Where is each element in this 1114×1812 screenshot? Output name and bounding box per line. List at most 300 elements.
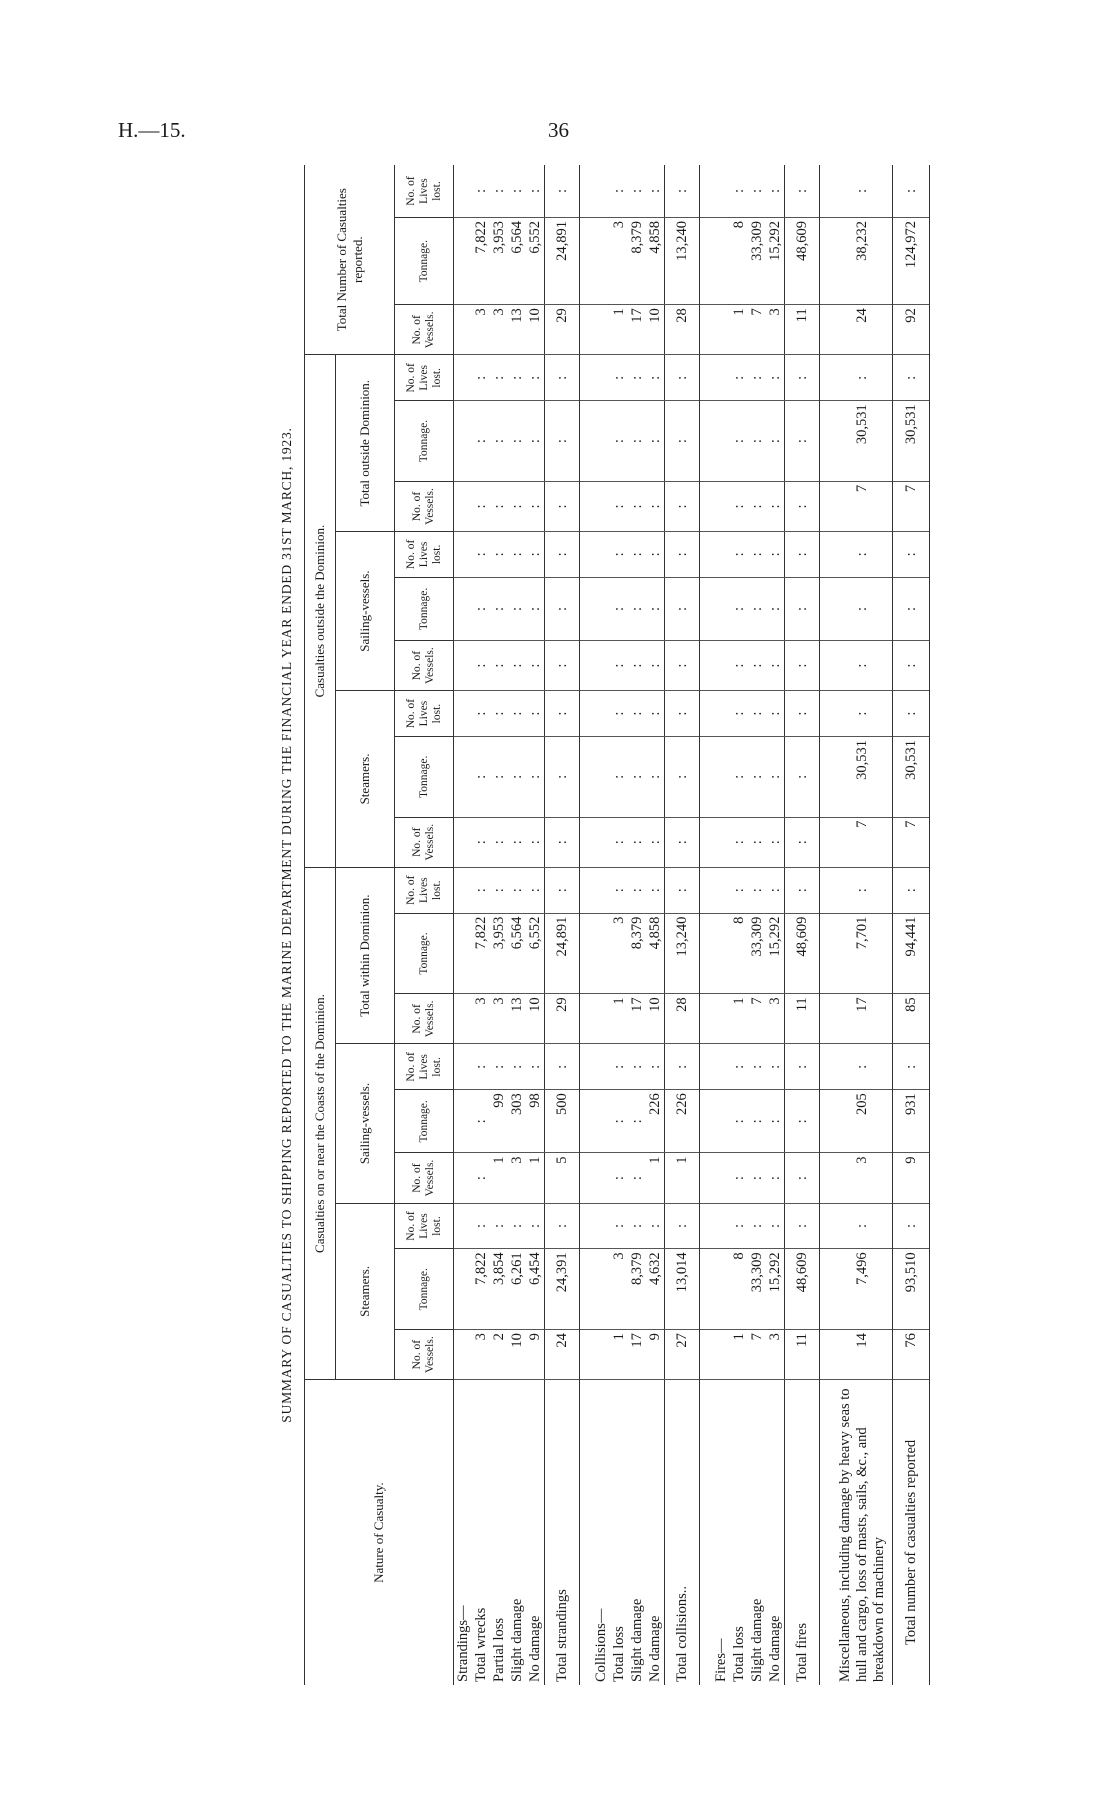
table-cell: : [610, 817, 628, 867]
table-cell: : [748, 736, 766, 817]
table-cell: : [610, 1153, 628, 1203]
table-cell: : [766, 401, 785, 482]
table-cell: : [646, 401, 665, 482]
table-cell: : [490, 532, 508, 578]
outside-sailing-header: Sailing-vessels. [336, 532, 395, 691]
subheader-lives: No. of Lives lost. [395, 165, 454, 218]
table-cell: 3 [472, 1330, 490, 1380]
table-cell: 1 [610, 1330, 628, 1380]
table-cell: : [832, 641, 893, 691]
table-row [526, 165, 545, 1685]
table-cell: 92 [893, 305, 930, 355]
table-cell: 15,292 [766, 913, 785, 994]
table-cell: : [628, 1153, 646, 1203]
table-cell: 6,552 [526, 913, 545, 994]
table-cell: : [526, 577, 545, 640]
table-cell: : [472, 355, 490, 401]
table-cell: 3 [766, 994, 785, 1044]
table-cell: 13 [508, 994, 526, 1044]
table-cell: 500 [545, 1090, 580, 1153]
table-cell: 14 [832, 1330, 893, 1380]
table-cell: 8,379 [628, 913, 646, 994]
table-cell: 226 [665, 1090, 700, 1153]
table-cell: : [628, 817, 646, 867]
table-cell: : [785, 1044, 820, 1090]
grand-total-label: Total number of casualties reported [893, 1380, 930, 1685]
table-cell: : [628, 1090, 646, 1153]
page-reference: H.—15. [118, 118, 186, 142]
table-cell: 1 [490, 1153, 508, 1203]
row-label: No damage [767, 1615, 783, 1682]
table-cell: : [610, 401, 628, 482]
table-cell: : [490, 401, 508, 482]
section-heading-row [592, 165, 610, 1685]
table-cell: 4,858 [646, 913, 665, 994]
table-cell: : [893, 691, 930, 737]
table-cell: : [665, 736, 700, 817]
table-cell: : [646, 736, 665, 817]
table-cell: 98 [526, 1090, 545, 1153]
table-cell: : [526, 532, 545, 578]
table-cell: : [628, 481, 646, 531]
table-cell: : [665, 691, 700, 737]
subheader-tonnage: Tonnage. [395, 401, 454, 482]
table-cell: 10 [526, 994, 545, 1044]
table-cell: 17 [832, 994, 893, 1044]
table-cell: : [730, 481, 748, 531]
table-cell: : [628, 736, 646, 817]
table-cell: : [785, 577, 820, 640]
table-cell: : [526, 355, 545, 401]
table-cell: : [766, 577, 785, 640]
outside-header: Casualties outside the Dominion. [305, 355, 336, 867]
section-total-row [785, 165, 820, 1685]
table-cell: : [508, 867, 526, 913]
row-label: Total wrecks [473, 1607, 489, 1682]
table-cell: : [490, 1044, 508, 1090]
table-cell: : [785, 355, 820, 401]
table-cell: : [490, 577, 508, 640]
table-cell: : [665, 1203, 700, 1249]
table-cell: 28 [665, 305, 700, 355]
subheader-tonnage: Tonnage. [395, 1249, 454, 1330]
table-cell: 3 [766, 1330, 785, 1380]
table-cell: : [748, 481, 766, 531]
table-cell: 30,531 [893, 736, 930, 817]
table-cell: : [730, 691, 748, 737]
table-cell: : [748, 401, 766, 482]
table-cell: 3 [490, 994, 508, 1044]
table-cell: 7,822 [472, 218, 490, 305]
table-cell: : [646, 577, 665, 640]
table-cell: : [508, 165, 526, 218]
table-cell: 93,510 [893, 1249, 930, 1330]
table-cell: : [893, 1203, 930, 1249]
table-cell: : [646, 691, 665, 737]
table-cell: 7,701 [832, 913, 893, 994]
table-cell: 94,441 [893, 913, 930, 994]
rotated-table-block [270, 165, 1012, 1685]
table-cell: : [785, 481, 820, 531]
table-cell: 1 [730, 994, 748, 1044]
table-cell: : [665, 577, 700, 640]
table-cell: : [490, 1203, 508, 1249]
table-cell: 1 [646, 1153, 665, 1203]
row-label: Total loss [611, 1626, 627, 1682]
table-cell: : [785, 401, 820, 482]
subheader-lives: No. of Lives lost. [395, 1044, 454, 1090]
table-cell: : [893, 577, 930, 640]
table-cell: : [628, 165, 646, 218]
table-cell: : [508, 641, 526, 691]
table-cell: : [508, 577, 526, 640]
section-total-label: Total collisions.. [665, 1380, 700, 1685]
table-cell: 6,261 [508, 1249, 526, 1330]
table-cell: : [646, 1044, 665, 1090]
section-heading: Collisions— [593, 1608, 609, 1682]
row-label: Slight damage [509, 1598, 525, 1682]
table-cell: : [766, 817, 785, 867]
table-cell: 3,854 [490, 1249, 508, 1330]
table-cell: : [893, 532, 930, 578]
table-cell: : [646, 867, 665, 913]
table-cell: 33,309 [748, 218, 766, 305]
table-cell: : [766, 165, 785, 218]
row-label: Slight damage [629, 1598, 645, 1682]
table-row [472, 165, 490, 1685]
table-cell: : [490, 165, 508, 218]
table-cell: : [665, 165, 700, 218]
table-cell: 10 [526, 305, 545, 355]
table-cell: : [665, 355, 700, 401]
table-cell: : [832, 691, 893, 737]
table-cell: 24,391 [545, 1249, 580, 1330]
subheader-lives: No. of Lives lost. [395, 1203, 454, 1249]
subheader-vessels: No. of Vessels. [395, 817, 454, 867]
table-cell: : [526, 817, 545, 867]
table-cell: : [472, 817, 490, 867]
table-cell: : [785, 1153, 820, 1203]
table-cell: : [628, 401, 646, 482]
table-cell: : [832, 577, 893, 640]
subheader-lives: No. of Lives lost. [395, 532, 454, 578]
table-cell: 30,531 [832, 401, 893, 482]
table-cell: : [766, 736, 785, 817]
table-cell: : [508, 1203, 526, 1249]
misc-label: Miscellaneous, including damage by heavy seas to hull and cargo, loss of masts, sails, &c., and breakdown of machinery [832, 1380, 893, 1685]
table-cell: : [508, 1044, 526, 1090]
section-total-row [665, 165, 700, 1685]
table-cell: : [785, 1090, 820, 1153]
table-cell: 7 [832, 817, 893, 867]
table-cell: 9 [646, 1330, 665, 1380]
table-cell: : [832, 532, 893, 578]
table-cell: : [748, 577, 766, 640]
table-cell: 8 [730, 913, 748, 994]
table-title: SUMMARY OF CASUALTIES TO SHIPPING REPORTED TO THE MARINE DEPARTMENT DURING THE FINANCIAL YEAR ENDED 31ST MARCH, 1923. [279, 427, 294, 1423]
table-cell: 48,609 [785, 913, 820, 994]
table-cell: : [748, 691, 766, 737]
table-cell: 30,531 [832, 736, 893, 817]
table-row [748, 165, 766, 1685]
table-cell: : [665, 401, 700, 482]
table-cell: : [610, 1203, 628, 1249]
table-cell: 8 [730, 218, 748, 305]
table-cell: 24 [545, 1330, 580, 1380]
table-cell: : [545, 1044, 580, 1090]
table-cell: : [490, 867, 508, 913]
table-cell: : [748, 1153, 766, 1203]
table-cell: : [646, 1203, 665, 1249]
total-within-header: Total within Dominion. [336, 867, 395, 1044]
table-cell: 3 [610, 218, 628, 305]
section-heading: Strandings— [455, 1605, 471, 1682]
table-cell: : [665, 532, 700, 578]
section-heading: Fires— [713, 1638, 729, 1682]
table-cell: : [610, 1044, 628, 1090]
table-cell: 17 [628, 305, 646, 355]
coasts-header: Casualties on or near the Coasts of the Dominion. [305, 867, 336, 1379]
table-cell: : [785, 817, 820, 867]
table-cell: 13,240 [665, 913, 700, 994]
table-cell: 13 [508, 305, 526, 355]
table-cell: : [610, 355, 628, 401]
table-cell: 4,858 [646, 218, 665, 305]
table-cell: : [665, 1044, 700, 1090]
subheader-vessels: No. of Vessels. [395, 994, 454, 1044]
table-cell: : [748, 641, 766, 691]
outside-steamers-header: Steamers. [336, 691, 395, 868]
table-cell: : [832, 1044, 893, 1090]
row-label: No damage [647, 1615, 663, 1682]
section-total-label: Total strandings [545, 1380, 580, 1685]
table-cell: : [730, 1153, 748, 1203]
table-cell: : [628, 641, 646, 691]
table-cell: : [646, 532, 665, 578]
table-cell: 24,891 [545, 218, 580, 305]
table-cell: 1 [730, 305, 748, 355]
table-cell: 1 [526, 1153, 545, 1203]
table-cell: : [490, 817, 508, 867]
table-cell: : [610, 641, 628, 691]
table-cell: : [730, 401, 748, 482]
table-cell: 8 [730, 1249, 748, 1330]
table-cell: : [785, 1203, 820, 1249]
table-cell: 10 [646, 994, 665, 1044]
table-cell: 7,822 [472, 913, 490, 994]
table-cell: : [766, 867, 785, 913]
table-cell: : [785, 165, 820, 218]
table-cell: : [610, 165, 628, 218]
table-cell: : [646, 355, 665, 401]
table-cell: : [766, 691, 785, 737]
table-cell: 1 [730, 1330, 748, 1380]
table-cell: : [610, 577, 628, 640]
table-cell: : [628, 1203, 646, 1249]
table-cell: 29 [545, 994, 580, 1044]
table-cell: 29 [545, 305, 580, 355]
table-cell: 15,292 [766, 218, 785, 305]
table-cell: : [766, 1153, 785, 1203]
table-cell: 99 [490, 1090, 508, 1153]
table-cell: 6,564 [508, 218, 526, 305]
table-cell: : [628, 355, 646, 401]
miscellaneous-row [832, 165, 893, 1685]
subheader-tonnage: Tonnage. [395, 736, 454, 817]
subheader-tonnage: Tonnage. [395, 1090, 454, 1153]
table-cell: 3 [832, 1153, 893, 1203]
table-cell: : [748, 817, 766, 867]
table-cell: 124,972 [893, 218, 930, 305]
subheader-lives: No. of Lives lost. [395, 691, 454, 737]
table-cell: 7,822 [472, 1249, 490, 1330]
table-cell: : [646, 641, 665, 691]
table-cell: 17 [628, 1330, 646, 1380]
table-row [508, 165, 526, 1685]
table-cell: : [646, 481, 665, 531]
total-reported-header: Total Number of Casualties reported. [305, 165, 395, 355]
table-cell: : [545, 817, 580, 867]
table-cell: : [545, 867, 580, 913]
table-cell: : [893, 355, 930, 401]
table-cell: : [545, 401, 580, 482]
table-row [766, 165, 785, 1685]
table-cell: : [730, 165, 748, 218]
table-cell: : [610, 867, 628, 913]
table-cell: 3 [472, 994, 490, 1044]
section-total-row [545, 165, 580, 1685]
table-cell: 2 [490, 1330, 508, 1380]
table-cell: : [832, 165, 893, 218]
table-cell: 11 [785, 1330, 820, 1380]
table-cell: 27 [665, 1330, 700, 1380]
table-cell: : [472, 1044, 490, 1090]
table-cell: 8,379 [628, 1249, 646, 1330]
table-cell: : [508, 691, 526, 737]
table-cell: : [730, 867, 748, 913]
table-cell: : [490, 641, 508, 691]
table-cell: 48,609 [785, 1249, 820, 1330]
table-row [490, 165, 508, 1685]
table-cell: 7,496 [832, 1249, 893, 1330]
table-cell: : [472, 1090, 490, 1153]
row-label: Slight damage [749, 1598, 765, 1682]
table-cell: : [472, 532, 490, 578]
table-cell: : [508, 355, 526, 401]
table-cell: : [665, 481, 700, 531]
table-cell: : [730, 355, 748, 401]
table-cell: 9 [526, 1330, 545, 1380]
table-cell: : [785, 691, 820, 737]
table-cell: 3 [610, 913, 628, 994]
table-cell: 85 [893, 994, 930, 1044]
table-cell: 4,632 [646, 1249, 665, 1330]
table-cell: 7 [832, 481, 893, 531]
table-cell: : [665, 867, 700, 913]
subheader-vessels: No. of Vessels. [395, 1330, 454, 1380]
table-cell: : [748, 1203, 766, 1249]
table-cell: : [610, 736, 628, 817]
subheader-tonnage: Tonnage. [395, 218, 454, 305]
page-number: 36 [548, 118, 569, 142]
subheader-tonnage: Tonnage. [395, 913, 454, 994]
table-cell: 3 [490, 305, 508, 355]
table-cell: 6,454 [526, 1249, 545, 1330]
table-cell: 30,531 [893, 401, 930, 482]
table-cell: : [730, 1090, 748, 1153]
table-cell: : [730, 532, 748, 578]
table-cell: : [748, 355, 766, 401]
table-row [628, 165, 646, 1685]
table-cell: : [508, 736, 526, 817]
table-cell: : [472, 1203, 490, 1249]
table-cell: 10 [508, 1330, 526, 1380]
table-cell: : [526, 691, 545, 737]
table-cell: 76 [893, 1330, 930, 1380]
spacer-row [580, 165, 593, 1685]
table-cell: : [472, 736, 490, 817]
table-cell: 3,953 [490, 913, 508, 994]
table-cell: : [490, 691, 508, 737]
table-cell: : [472, 165, 490, 218]
table-cell: : [545, 165, 580, 218]
table-cell: : [730, 817, 748, 867]
subheader-tonnage: Tonnage. [395, 577, 454, 640]
table-cell: : [766, 1044, 785, 1090]
table-cell: 7 [748, 994, 766, 1044]
table-cell: : [545, 641, 580, 691]
table-cell: : [526, 1203, 545, 1249]
grand-total-row [893, 165, 930, 1685]
table-row [646, 165, 665, 1685]
table-cell: 8,379 [628, 218, 646, 305]
table-cell: : [832, 867, 893, 913]
subheader-vessels: No. of Vessels. [395, 641, 454, 691]
row-label: Total loss [731, 1626, 747, 1682]
table-cell: 11 [785, 994, 820, 1044]
table-cell: 3,953 [490, 218, 508, 305]
table-cell: 17 [628, 994, 646, 1044]
subheader-lives: No. of Lives lost. [395, 355, 454, 401]
table-cell: 3 [766, 305, 785, 355]
table-cell: : [893, 867, 930, 913]
table-cell: 24,891 [545, 913, 580, 994]
table-cell: : [610, 691, 628, 737]
table-cell: : [526, 401, 545, 482]
table-cell: : [766, 481, 785, 531]
table-cell: : [610, 481, 628, 531]
table-cell: : [730, 577, 748, 640]
table-cell: : [628, 1044, 646, 1090]
table-cell: 7 [893, 481, 930, 531]
table-cell: : [730, 641, 748, 691]
table-cell: 13,014 [665, 1249, 700, 1330]
table-cell: 1 [610, 305, 628, 355]
table-cell: : [526, 165, 545, 218]
table-cell: : [665, 817, 700, 867]
coast-steamers-header: Steamers. [336, 1203, 395, 1380]
table-cell: : [472, 481, 490, 531]
table-cell: : [785, 532, 820, 578]
table-body [454, 165, 930, 1685]
table-cell: 15,292 [766, 1249, 785, 1330]
row-label: No damage [527, 1615, 543, 1682]
table-cell: 226 [646, 1090, 665, 1153]
table-cell: : [545, 481, 580, 531]
table-cell: 7 [748, 1330, 766, 1380]
table-cell: : [748, 867, 766, 913]
table-cell: : [526, 867, 545, 913]
